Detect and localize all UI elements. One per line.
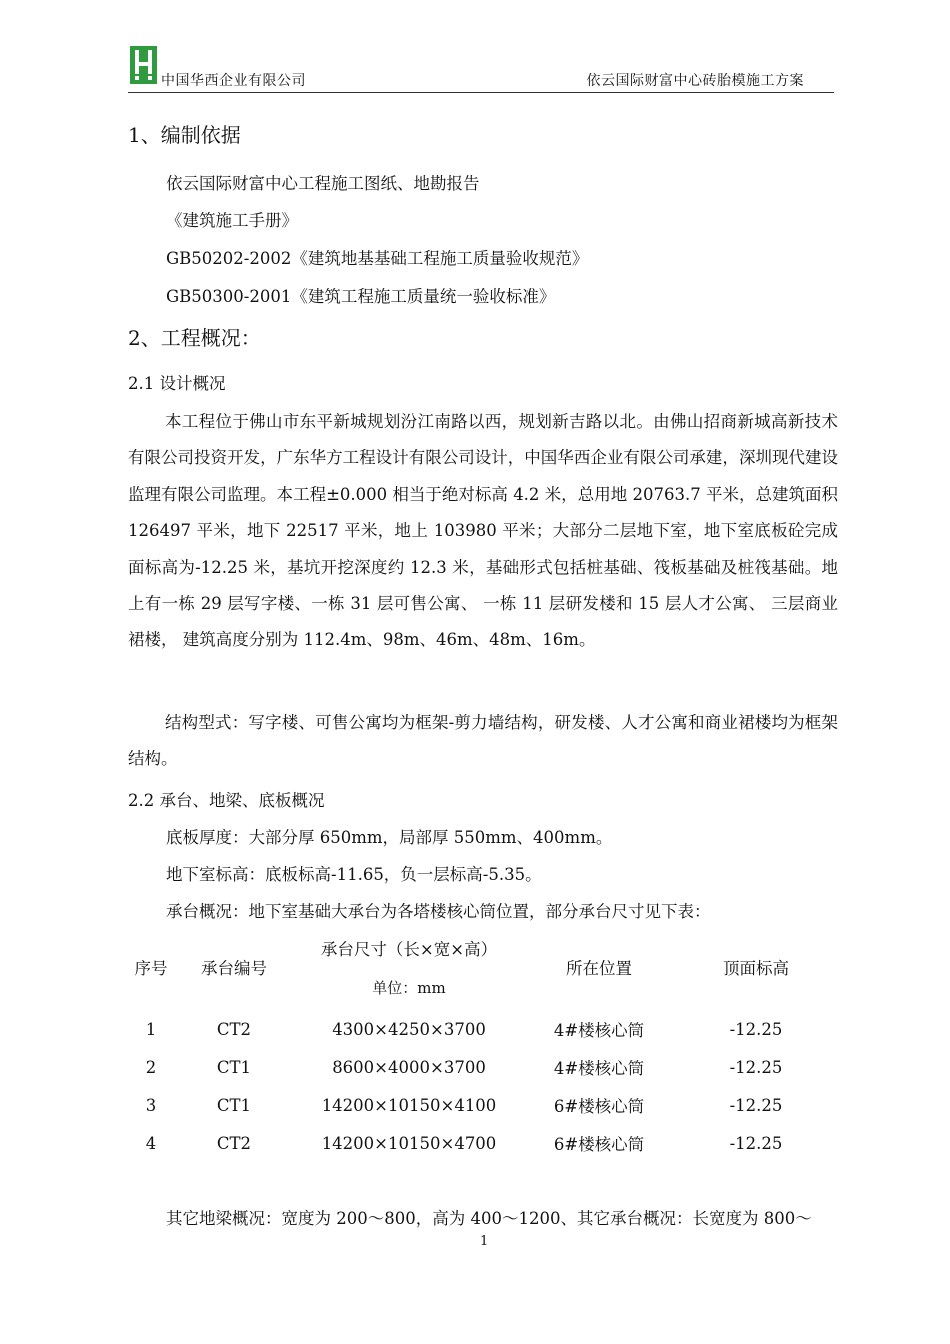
- slab-thickness-line: 底板厚度：大部分厚 650mm，局部厚 550mm、400mm。: [166, 828, 613, 847]
- column-header-unit: 单位：mm: [372, 979, 446, 997]
- other-beams-line: 其它地梁概况：宽度为 200～800，高为 400～1200、其它承台概况：长宽度为 800～: [166, 1209, 812, 1228]
- cell-size: 8600×4000×3700: [332, 1057, 486, 1077]
- column-header: 所在位置: [566, 959, 632, 978]
- cell-size: 4300×4250×3700: [332, 1019, 486, 1039]
- cell-no: 4: [145, 1133, 157, 1153]
- reference-item: 《建筑施工手册》: [166, 211, 298, 230]
- table-row: [128, 1086, 838, 1124]
- cell-no: 1: [145, 1019, 157, 1039]
- cell-elevation: -12.25: [729, 1019, 783, 1039]
- column-header-line: 承台尺寸（长×宽×高）: [320, 940, 498, 959]
- cell-no: 3: [145, 1095, 157, 1115]
- company-logo-icon: [130, 46, 157, 84]
- pile-cap-overview-line: 承台概况：地下室基础大承台为各塔楼核心筒位置，部分承台尺寸见下表：: [166, 902, 711, 921]
- column-header: 序号: [134, 959, 168, 978]
- reference-item: GB50300-2001《建筑工程施工质量统一验收标准》: [166, 287, 556, 306]
- cell-code: CT2: [216, 1133, 252, 1153]
- section2-heading: 2、工程概况：: [128, 326, 261, 350]
- table-row: [128, 1124, 838, 1162]
- cell-location: 6#楼核心筒: [553, 1135, 645, 1154]
- document-title: 依云国际财富中心砖胎模施工方案: [586, 73, 804, 89]
- column-header: 承台编号: [201, 959, 267, 978]
- cell-size: 14200×10150×4100: [321, 1095, 497, 1115]
- column-header: [294, 928, 524, 1010]
- pile-cap-table: [128, 928, 838, 1162]
- cell-elevation: -12.25: [729, 1095, 783, 1115]
- section1-heading: 1、编制依据: [128, 123, 241, 147]
- subsection-heading: 2.1 设计概况: [128, 374, 226, 393]
- cell-size: 14200×10150×4700: [321, 1133, 497, 1153]
- cell-location: 6#楼核心筒: [553, 1097, 645, 1116]
- cell-code: CT2: [216, 1019, 252, 1039]
- page-header: [128, 46, 834, 93]
- cell-code: CT1: [216, 1057, 252, 1077]
- basement-elevation-line: 地下室标高：底板标高-11.65，负一层标高-5.35。: [166, 865, 542, 884]
- cell-location: 4#楼核心筒: [553, 1021, 645, 1040]
- page-number: 1: [480, 1234, 489, 1249]
- cell-location: 4#楼核心筒: [553, 1059, 645, 1078]
- cell-no: 2: [145, 1057, 157, 1077]
- cell-elevation: -12.25: [729, 1133, 783, 1153]
- subsection-heading: 2.2 承台、地梁、底板概况: [128, 791, 325, 810]
- table-row: [128, 1048, 838, 1086]
- table-header-row: [128, 928, 838, 1010]
- cell-code: CT1: [216, 1095, 252, 1115]
- reference-item: 依云国际财富中心工程施工图纸、地勘报告: [166, 174, 480, 193]
- cell-elevation: -12.25: [729, 1057, 783, 1077]
- column-header: 顶面标高: [723, 959, 789, 978]
- design-overview-paragraph: 本工程位于佛山市东平新城规划汾江南路以西，规划新吉路以北。由佛山招商新城高新技术有限公司投资开发，广东华方工程设计有限公司设计，中国华西企业有限公司承建，深圳现代建设监理有限公司监理。本工程±0.000 相当于绝对标高 4.2 米，总用地 20763.7 平米，总建筑面积 126497 平米，地下 22517 平米，地上 103980 平米；大部分二层地下室，地下室底板砼完成面标高为-12.25 米，基坑开挖深度约 12.3 米，基础形式包括桩基础、筏板基础及桩筏基础。地上有一栋 29 层写字楼、一栋 31 层可售公寓、 一栋 11 层研发楼和 15 层人才公寓、 三层商业裙楼， 建筑高度分别为 112.4m、98m、46m、48m、16m。: [128, 412, 838, 650]
- table-row: [128, 1010, 838, 1048]
- company-name: 中国华西企业有限公司: [161, 73, 306, 89]
- reference-item: GB50202-2002《建筑地基基础工程施工质量验收规范》: [166, 249, 589, 268]
- structure-type-paragraph: 结构型式：写字楼、可售公寓均为框架-剪力墙结构，研发楼、人才公寓和商业裙楼均为框架结构。: [128, 713, 838, 769]
